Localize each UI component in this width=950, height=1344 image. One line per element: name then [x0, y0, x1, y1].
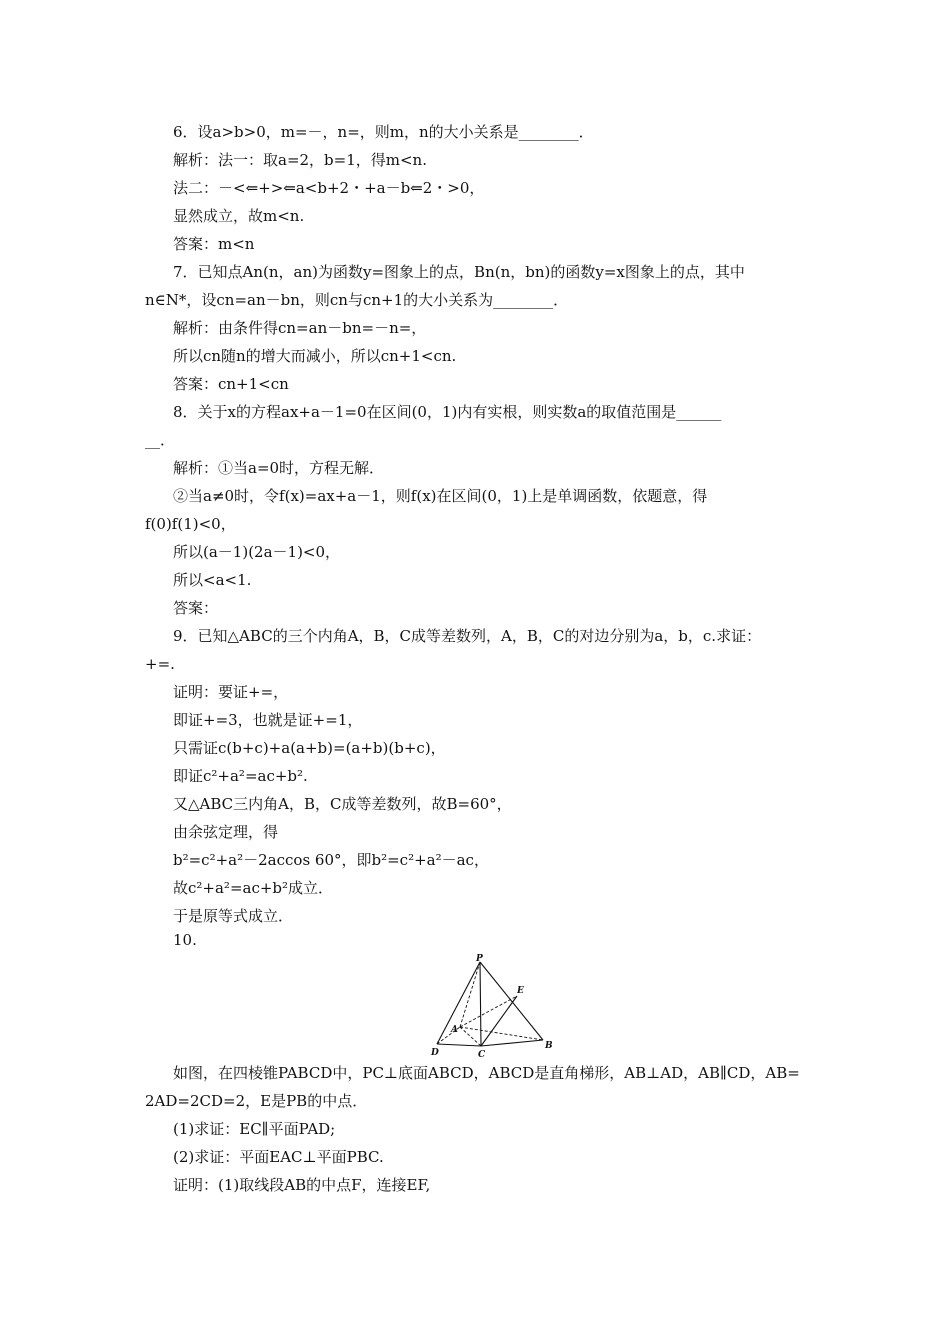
problem-7-solution-1: 解析：由条件得cn=an－bn=－n=， [173, 319, 427, 337]
label-a: A [451, 1025, 458, 1035]
problem-9-proof-8: 故c²+a²=ac+b²成立． [173, 879, 334, 897]
label-d: D [431, 1048, 439, 1058]
problem-10-part-1: (1)求证：EC∥平面PAD; [173, 1120, 336, 1138]
problem-9-proof-5: 又△ABC三内角A，B，C成等差数列，故B=60°， [173, 795, 512, 813]
pyramid-figure [425, 952, 560, 1062]
label-c: C [478, 1050, 486, 1060]
label-b: B [545, 1041, 553, 1051]
problem-7-statement: 7．已知点An(n，an)为函数y=图象上的点，Bn(n，bn)的函数y=x图象上的点，其中 [173, 263, 745, 281]
problem-6-answer: 答案：m<n [173, 235, 255, 253]
problem-6-solution-3: 显然成立，故m<n. [173, 207, 305, 225]
problem-8-solution-4: 所以<a<1. [173, 571, 252, 589]
problem-8-solution-3: 所以(a－1)(2a－1)<0， [173, 543, 341, 561]
label-p: P [476, 954, 483, 964]
problem-10-statement: 如图，在四棱锥PABCD中，PC⊥底面ABCD，ABCD是直角梯形，AB⊥AD，AB∥CD，AB= [173, 1064, 800, 1082]
problem-9-statement-cont: +=. [145, 655, 175, 673]
problem-7-answer: 答案：cn+1<cn [173, 375, 289, 393]
problem-9-proof-7: b²=c²+a²－2accos 60°，即b²=c²+a²－ac， [173, 851, 489, 869]
problem-10-proof-1: 证明：(1)取线段AB的中点F，连接EF, [173, 1176, 431, 1194]
problem-9-proof-9: 于是原等式成立． [173, 907, 294, 925]
problem-9-proof-1: 证明：要证+=， [173, 683, 289, 701]
problem-8-answer: 答案： [173, 599, 219, 617]
problem-8-solution-1: 解析：①当a=0时，方程无解． [173, 459, 385, 477]
problem-8-statement: 8．关于x的方程ax+a－1=0在区间(0，1)内有实根，则实数a的取值范围是______ [173, 403, 722, 421]
problem-10-statement-cont: 2AD=2CD=2，E是PB的中点． [145, 1092, 368, 1110]
problem-8-statement-cont: __． [145, 431, 176, 449]
problem-9-proof-2: 即证+=3，也就是证+=1， [173, 711, 363, 729]
problem-9-statement: 9．已知△ABC的三个内角A，B，C成等差数列，A，B，C的对边分别为a，b，c.求证： [173, 627, 762, 645]
problem-9-proof-3: 只需证c(b+c)+a(a+b)=(a+b)(b+c)， [173, 739, 446, 757]
problem-9-proof-6: 由余弦定理，得 [173, 823, 279, 841]
problem-6-solution-1: 解析：法一：取a=2，b=1，得m<n. [173, 151, 427, 169]
problem-9-proof-4: 即证c²+a²=ac+b². [173, 767, 308, 785]
label-e: E [517, 986, 524, 996]
problem-8-solution-2: ②当a≠0时，令f(x)=ax+a－1，则f(x)在区间(0，1)上是单调函数，依题意，得 [173, 487, 708, 505]
problem-10-number: 10. [173, 931, 197, 949]
problem-10-part-2: (2)求证：平面EAC⊥平面PBC. [173, 1148, 384, 1166]
problem-6-solution-2: 法二：－<⇐+>⇐a<b+2・+a－b⇐2・>0， [173, 179, 485, 197]
problem-7-solution-2: 所以cn随n的增大而减小，所以cn+1<cn. [173, 347, 457, 365]
problem-8-solution-2-cont: f(0)f(1)<0， [145, 515, 236, 533]
problem-6-statement: 6．设a>b>0，m=－，n=，则m，n的大小关系是________． [173, 123, 594, 141]
problem-7-statement-cont: n∈N*，设cn=an－bn，则cn与cn+1的大小关系为________． [145, 291, 569, 309]
